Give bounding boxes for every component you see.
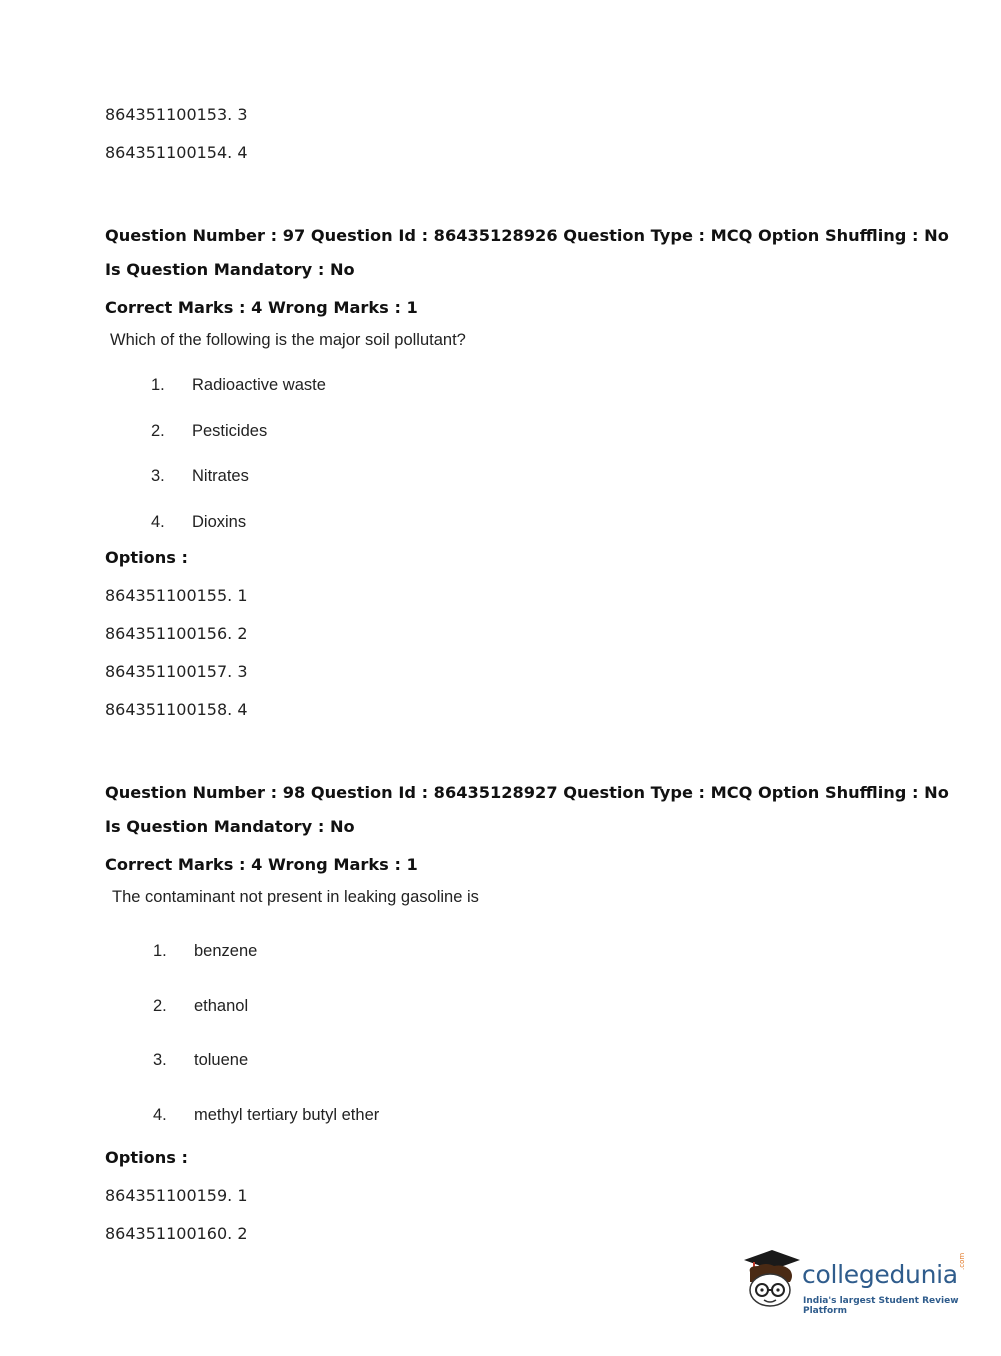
choice-number: 4. bbox=[151, 513, 165, 531]
question-header: Question Number : 97 Question Id : 86435128926 Question Type : MCQ Option Shuffling : No bbox=[105, 226, 949, 245]
choice-number: 1. bbox=[153, 942, 167, 960]
choice-text: methyl tertiary butyl ether bbox=[194, 1106, 380, 1124]
choice-number: 3. bbox=[153, 1051, 167, 1069]
choice-number: 2. bbox=[153, 997, 167, 1015]
choice-text: ethanol bbox=[194, 997, 249, 1015]
choice-number: 1. bbox=[151, 376, 165, 394]
logo-wordmark: collegedunia bbox=[802, 1260, 958, 1289]
choice-text: Nitrates bbox=[192, 467, 249, 485]
choice-number: 3. bbox=[151, 467, 165, 485]
option-id-line: 864351100154. 4 bbox=[105, 143, 248, 162]
options-label: Options : bbox=[105, 1148, 189, 1167]
collegedunia-logo bbox=[740, 1248, 970, 1320]
question-mandatory: Is Question Mandatory : No bbox=[105, 817, 355, 836]
choice-number: 4. bbox=[153, 1106, 167, 1124]
options-label: Options : bbox=[105, 548, 189, 567]
choice-text: Radioactive waste bbox=[192, 376, 326, 394]
option-id-line: 864351100157. 3 bbox=[105, 662, 248, 681]
choice-text: benzene bbox=[194, 942, 258, 960]
option-id-line: 864351100153. 3 bbox=[105, 105, 248, 124]
option-id-line: 864351100158. 4 bbox=[105, 700, 248, 719]
choice-text: Pesticides bbox=[192, 422, 268, 440]
logo-suffix: .com bbox=[958, 1252, 966, 1270]
choice-text: Dioxins bbox=[192, 513, 247, 531]
question-marks: Correct Marks : 4 Wrong Marks : 1 bbox=[105, 298, 418, 317]
choice-text: toluene bbox=[194, 1051, 249, 1069]
question-text: The contaminant not present in leaking gasoline is bbox=[112, 888, 479, 906]
option-id-line: 864351100159. 1 bbox=[105, 1186, 248, 1205]
question-header: Question Number : 98 Question Id : 86435128927 Question Type : MCQ Option Shuffling : No bbox=[105, 783, 949, 802]
choice-number: 2. bbox=[151, 422, 165, 440]
question-text: Which of the following is the major soil pollutant? bbox=[110, 331, 466, 349]
option-id-line: 864351100156. 2 bbox=[105, 624, 248, 643]
question-mandatory: Is Question Mandatory : No bbox=[105, 260, 355, 279]
option-id-line: 864351100160. 2 bbox=[105, 1224, 248, 1243]
student-mascot-icon bbox=[740, 1248, 804, 1320]
logo-tagline: India's largest Student Review Platform bbox=[803, 1296, 959, 1316]
question-marks: Correct Marks : 4 Wrong Marks : 1 bbox=[105, 855, 418, 874]
option-id-line: 864351100155. 1 bbox=[105, 586, 248, 605]
